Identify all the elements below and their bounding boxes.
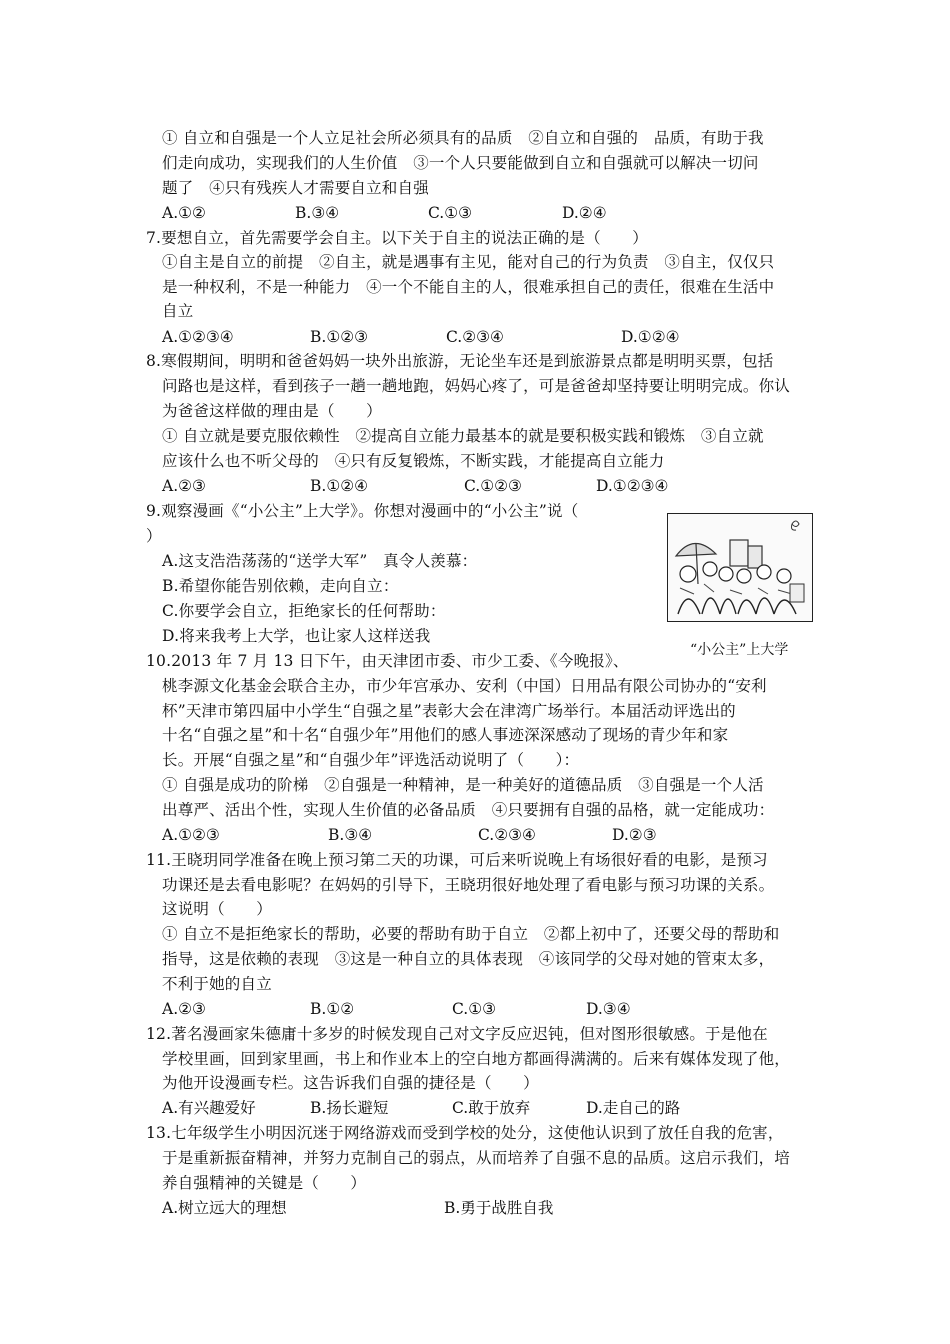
q13-option-b: B.勇于战胜自我: [444, 1199, 554, 1217]
q12-stem: 12.著名漫画家朱德庸十多岁的时候发现自己对文字反应迟钝，但对图形很敏感。于是他在: [146, 1025, 768, 1043]
q10-option-d: D.②③: [612, 826, 657, 844]
q7-stem: 7.要想自立，首先需要学会自主。以下关于自主的说法正确的是（ ）: [146, 229, 648, 247]
q7-option-b: B.①②③: [310, 328, 369, 346]
q8-option-a: A.②③: [162, 477, 206, 495]
q10-line-6: ① 自强是成功的阶梯 ②自强是一种精神，是一种美好的道德品质 ③自强是一个人活: [162, 776, 764, 794]
q10-option-b: B.③④: [328, 826, 373, 844]
q10-line-2: 桃李源文化基金会联合主办，市少年宫承办、安利（中国）日用品有限公司协办的“安利: [162, 677, 767, 695]
q11-option-d: D.③④: [586, 1000, 631, 1018]
q13-option-a: A.树立远大的理想: [162, 1199, 287, 1217]
q13-line-3: 养自强精神的关键是（ ）: [162, 1174, 367, 1192]
q6-line-1: ① 自立和自强是一个人立足社会所必须具有的品质 ②自立和自强的 品质，有助于我: [162, 129, 764, 147]
q6-option-d: D.②④: [562, 204, 607, 222]
q10-option-c: C.②③④: [478, 826, 536, 844]
q12-line-2: 学校里画，回到家里画，书上和作业本上的空白地方都画得满满的。后来有媒体发现了他，: [162, 1050, 791, 1068]
q8-stem: 8.寒假期间，明明和爸爸妈妈一块外出旅游，无论坐车还是到旅游景点都是明明买票，包括: [146, 352, 774, 370]
q10-stem: 10.2013 年 7 月 13 日下午，由天津团市委、市少工委、《今晚报》、: [146, 652, 629, 670]
q10-line-4: 十名“自强之星”和十名“自强少年”用他们的感人事迹深深感动了现场的青少年和家: [162, 726, 729, 744]
q6-line-3: 题了 ④只有残疾人才需要自立和自强: [162, 179, 429, 197]
q9-option-d: D.将来我考上大学，也让家人这样送我: [162, 627, 431, 645]
cartoon-drawing: [668, 514, 812, 621]
q10-line-7: 出尊严、活出个性，实现人生价值的必备品质 ④只要拥有自强的品格，就一定能成功：: [162, 801, 775, 819]
q6-line-2: 们走向成功，实现我们的人生价值 ③一个人只要能做到自立和自强就可以解决一切问: [162, 154, 759, 172]
q11-line-2: 功课还是去看电影呢？在妈妈的引导下，王晓玥很好地处理了看电影与预习功课的关系。: [162, 876, 775, 894]
q13-line-2: 于是重新振奋精神，并努力克制自己的弱点，从而培养了自强不息的品质。这启示我们，培: [162, 1149, 791, 1167]
q9-stem: 9.观察漫画《“小公主”上大学》。你想对漫画中的“小公主”说（: [146, 502, 579, 520]
q11-line-3: 这说明（ ）: [162, 900, 272, 918]
q8-line-5: 应该什么也不听父母的 ④只有反复锻炼，不断实践，才能提高自立能力: [162, 452, 665, 470]
q11-option-c: C.①③: [452, 1000, 497, 1018]
q6-option-b: B.③④: [295, 204, 340, 222]
q7-line-4: 自立: [162, 302, 194, 320]
q7-option-c: C.②③④: [446, 328, 504, 346]
q9-stem-end: ）: [146, 527, 162, 545]
q12-line-3: 为他开设漫画专栏。这告诉我们自强的捷径是（ ）: [162, 1074, 539, 1092]
q7-line-2: ①自主是自立的前提 ②自主，就是遇事有主见，能对自己的行为负责 ③自主，仅仅只: [162, 253, 775, 271]
q13-stem: 13.七年级学生小明因沉迷于网络游戏而受到学校的处分，这使他认识到了放任自我的危害，: [146, 1124, 784, 1142]
q8-option-b: B.①②④: [310, 477, 369, 495]
cartoon-illustration: [667, 513, 813, 622]
q9-option-a: A.这支浩浩荡荡的“送学大军” 真令人羡慕：: [162, 552, 478, 570]
q11-line-4: ① 自立不是拒绝家长的帮助，必要的帮助有助于自立 ②都上初中了，还要父母的帮助和: [162, 925, 780, 943]
q10-line-3: 杯”天津市第四届中小学生“自强之星”表彰大会在津湾广场举行。本届活动评选出的: [162, 702, 736, 720]
q8-option-d: D.①②③④: [596, 477, 669, 495]
q10-option-a: A.①②③: [162, 826, 220, 844]
q7-option-a: A.①②③④: [162, 328, 234, 346]
q12-option-c: C.敢于放弃: [452, 1099, 531, 1117]
figure-caption: “小公主”上大学: [690, 642, 789, 658]
q8-option-c: C.①②③: [464, 477, 522, 495]
q8-line-4: ① 自立就是要克服依赖性 ②提高自立能力最基本的就是要积极实践和锻炼 ③自立就: [162, 427, 764, 445]
q7-option-d: D.①②④: [621, 328, 680, 346]
q10-line-5: 长。开展“自强之星”和“自强少年”评选活动说明了（ ）：: [162, 751, 580, 769]
q6-option-c: C.①③: [428, 204, 473, 222]
q12-option-b: B.扬长避短: [310, 1099, 389, 1117]
q6-option-a: A.①②: [162, 204, 206, 222]
q7-line-3: 是一种权利，不是一种能力 ④一个不能自主的人，很难承担自己的责任，很难在生活中: [162, 278, 775, 296]
q11-option-b: B.①②: [310, 1000, 355, 1018]
q8-line-3: 为爸爸这样做的理由是（ ）: [162, 402, 382, 420]
q12-option-a: A.有兴趣爱好: [162, 1099, 256, 1117]
q11-line-6: 不利于她的自立: [162, 975, 272, 993]
q8-line-2: 问路也是这样，看到孩子一趟一趟地跑，妈妈心疼了，可是爸爸却坚持要让明明完成。你认: [162, 377, 791, 395]
q9-option-c: C.你要学会自立，拒绝家长的任何帮助：: [162, 602, 446, 620]
q11-stem: 11.王晓玥同学准备在晚上预习第二天的功课，可后来听说晚上有场很好看的电影，是预习: [146, 851, 768, 869]
q12-option-d: D.走自己的路: [586, 1099, 681, 1117]
q9-option-b: B.希望你能告别依赖，走向自立：: [162, 577, 399, 595]
q11-line-5: 指导，这是依赖的表现 ③这是一种自立的具体表现 ④该同学的父母对她的管束太多，: [162, 950, 775, 968]
q11-option-a: A.②③: [162, 1000, 206, 1018]
